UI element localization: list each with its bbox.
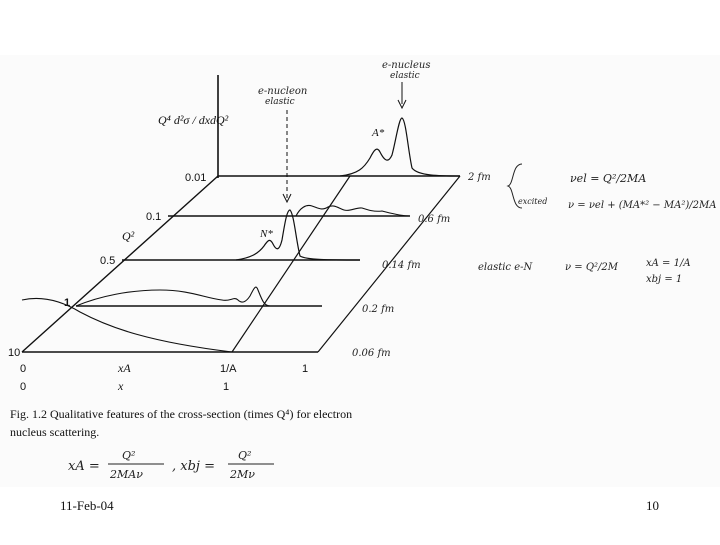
e-nucleon-elastic-label: elastic (265, 97, 295, 107)
distance-0.06fm: 0.06 fm (352, 348, 391, 359)
caption-line-2: nucleus scattering. (10, 425, 100, 439)
x-axis-label: x (118, 379, 124, 393)
q2-tick-10: 10 (8, 347, 21, 359)
distance-0.6fm: 0.6 fm (418, 214, 451, 225)
nu-excited-equation: ν = νel + (MA*² − MA²)/2MA (568, 200, 717, 211)
def-xa-numerator: Q² (122, 449, 136, 462)
x-tick-0: 0 (20, 381, 27, 393)
xa-tick-1-over-a: 1/A (220, 363, 237, 375)
q2-tick-0.01: 0.01 (185, 172, 207, 184)
xa-axis-label: xA (118, 361, 131, 375)
q2-axis-label: Q² (122, 229, 135, 243)
q2-tick-0.1: 0.1 (146, 211, 162, 223)
y-axis-label: Q⁴ d²σ / dxdQ² (158, 113, 229, 127)
q2-tick-1: 1 (64, 297, 71, 309)
x-tick-1: 1 (223, 381, 230, 393)
distance-0.2fm: 0.2 fm (362, 304, 395, 315)
distance-2fm: 2 fm (468, 172, 491, 183)
peak-label-n-star: N* (260, 228, 273, 240)
xa-tick-1: 1 (302, 363, 309, 375)
def-xa-denominator: 2MAν (110, 468, 143, 481)
excited-label: excited (518, 197, 548, 206)
xa-tick-0: 0 (20, 363, 27, 375)
nu-en-equation: ν = Q²/2M (565, 262, 618, 273)
e-nucleus-label: e-nucleus (382, 60, 431, 71)
nu-el-equation: νel = Q²/2MA (570, 172, 647, 185)
xa-equation: xA = 1/A (646, 258, 691, 269)
q2-tick-0.5: 0.5 (100, 255, 116, 267)
def-xbj-denominator: 2Mν (230, 468, 255, 481)
xbj-equation: xbj = 1 (646, 274, 683, 285)
elastic-en-label: elastic e-N (478, 262, 533, 273)
distance-0.14fm: 0.14 fm (382, 260, 421, 271)
footer-date: 11-Feb-04 (60, 498, 114, 513)
def-xbj-lhs: , xbj = (172, 459, 215, 474)
e-nucleon-label: e-nucleon (258, 86, 308, 97)
def-xa-lhs: xA = (68, 459, 100, 474)
e-nucleus-elastic-label: elastic (390, 71, 420, 81)
footer-page-number: 10 (646, 498, 659, 513)
peak-label-a-star: A* (372, 127, 385, 139)
def-xbj-numerator: Q² (238, 449, 252, 462)
caption-line-1: Fig. 1.2 Qualitative features of the cross-section (times Q⁴) for electron (10, 407, 353, 421)
